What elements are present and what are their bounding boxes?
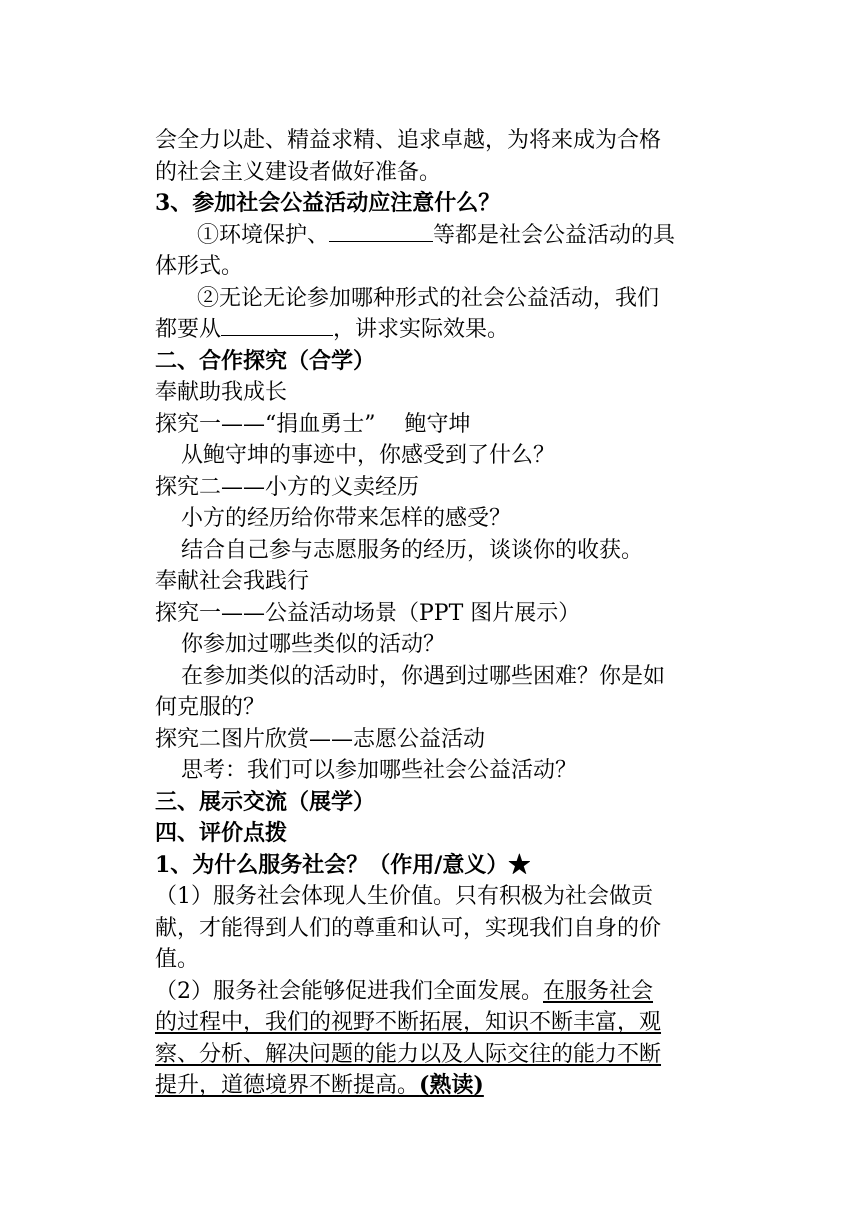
text-segment: ①环境保护、	[197, 223, 330, 248]
underlined-text: 察、分析、解决问题的能力以及人际交往的能力不断	[155, 1042, 662, 1067]
text-line: 的社会主义建设者做好准备。	[155, 160, 442, 185]
text-segment: 等都是社会公益活动的具	[433, 223, 676, 248]
underlined-text: 在服务社会	[543, 979, 654, 1004]
question-line: 从鲍守坤的事迹中，你感受到了什么？	[181, 443, 556, 468]
text-segment: ，讲求实际效果。	[333, 317, 510, 342]
section-heading: 三、展示交流（展学）	[155, 789, 376, 815]
text-line: 体形式。	[155, 254, 244, 279]
section-heading: 二、合作探究（合学）	[155, 348, 376, 374]
fill-blank	[329, 223, 433, 242]
section-heading: 四、评价点拨	[155, 820, 288, 846]
text-segment: （2）服务社会能够促进我们全面发展。	[155, 979, 543, 1004]
text-line	[155, 976, 715, 1007]
text-line: 献，才能得到人们的尊重和认可，实现我们自身的价	[155, 916, 662, 941]
text-line: 探究一——公益活动场景（PPT 图片展示）	[155, 601, 581, 626]
fill-blank	[221, 317, 333, 336]
text-line: （1）服务社会体现人生价值。只有积极为社会做贡	[155, 884, 653, 909]
text-line: 会全力以赴、精益求精、追求卓越，为将来成为合格	[155, 128, 662, 153]
text-line: 值。	[155, 947, 200, 972]
question-line: 思考：我们可以参加哪些社会公益活动？	[181, 758, 578, 783]
emphasis-text: (熟读)	[419, 1072, 484, 1098]
underlined-text: 的过程中，我们的视野不断拓展，知识不断丰富，观	[155, 1010, 662, 1035]
text-line: 探究二图片欣赏——志愿公益活动	[155, 727, 486, 752]
section-heading: 1、为什么服务社会？（作用/意义）★	[155, 852, 531, 878]
text-line: 探究二——小方的义卖经历	[155, 475, 420, 500]
subsection-heading: 奉献社会我践行	[155, 569, 310, 594]
text-line: 何克服的？	[155, 695, 266, 720]
question-line: 小方的经历给你带来怎样的感受？	[181, 506, 512, 531]
question-line: 在参加类似的活动时，你遇到过哪些困难？你是如	[181, 664, 666, 689]
text-segment: 提升，道德境界不断提高。	[155, 1073, 420, 1098]
question-line: 结合自己参与志愿服务的经历，谈谈你的收获。	[181, 538, 644, 563]
section-heading: 3、参加社会公益活动应注意什么？	[155, 190, 501, 216]
text-line	[155, 314, 715, 345]
text-line	[155, 220, 757, 251]
subsection-heading: 奉献助我成长	[155, 380, 288, 405]
question-line: 你参加过哪些类似的活动？	[181, 632, 446, 657]
text-line: ②无论无论参加哪种形式的社会公益活动，我们	[197, 286, 660, 311]
underlined-text	[155, 1070, 715, 1101]
text-segment: 都要从	[155, 317, 222, 342]
text-line: 探究一——“捐血勇士” 鲍守坤	[155, 412, 471, 437]
